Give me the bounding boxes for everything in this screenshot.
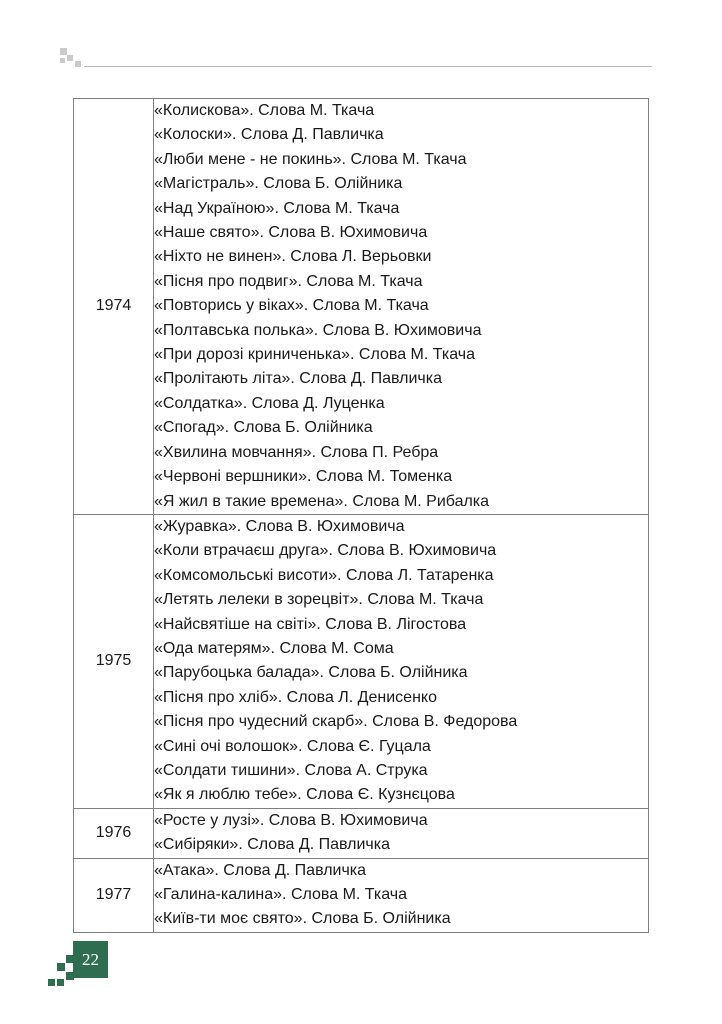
table-row: [74, 99, 649, 515]
song-entry: «Ода матерям». Слова М. Сома: [154, 639, 394, 657]
song-entry: «При дорозі криниченька». Слова М. Ткача: [154, 346, 475, 364]
song-entry: «Колоски». Слова Д. Павличка: [154, 126, 384, 144]
song-entry: «Сибіряки». Слова Д. Павличка: [154, 836, 390, 854]
song-entry: «Пісня про хліб». Слова Л. Денисенко: [154, 688, 437, 706]
song-entry: «Найсвятіше на світі». Слова В. Лігостова: [154, 615, 467, 633]
song-entry: «Коли втрачаєш друга». Слова В. Юхимовича: [154, 542, 497, 560]
table-row: [74, 858, 649, 932]
song-entry: «Полтавська полька». Слова В. Юхимовича: [154, 321, 482, 339]
song-entry: «Парубоцька балада». Слова Б. Олійника: [154, 664, 468, 682]
song-entry: «Пісня про подвиг». Слова М. Ткача: [154, 272, 423, 290]
header-decoration: [60, 48, 84, 68]
song-entry: «Київ-ти моє свято». Слова Б. Олійника: [154, 910, 451, 928]
year-cell: 1977: [74, 858, 154, 932]
song-entry: «Наше свято». Слова В. Юхимовича: [154, 224, 428, 242]
song-entry: «Журавка». Слова В. Юхимовича: [154, 517, 405, 535]
song-entry: «Пісня про чудесний скарб». Слова В. Федорова: [154, 713, 518, 731]
table-row: [74, 514, 649, 808]
song-entry: «Пролітають літа». Слова Д. Павличка: [154, 370, 443, 388]
year-cell: 1975: [74, 514, 154, 808]
year-cell: 1974: [74, 99, 154, 515]
page-number: 22: [73, 941, 108, 978]
song-entry: «Хвилина мовчання». Слова П. Ребра: [154, 443, 439, 461]
song-entry: «Спогад». Слова Б. Олійника: [154, 419, 373, 437]
song-entry: «Колискова». Слова М. Ткача: [154, 102, 375, 119]
works-table-body: [74, 99, 649, 933]
songs-cell: [154, 858, 649, 932]
song-entry: «Як я люблю тебе». Слова Є. Кузнєцова: [154, 786, 455, 804]
song-entry: «Солдати тишини». Слова А. Струка: [154, 761, 428, 779]
song-entry: «Сині очі волошок». Слова Є. Гуцала: [154, 737, 431, 755]
song-entry: «Летять лелеки в зорецвіт». Слова М. Ткача: [154, 591, 484, 609]
song-entry: «Повторись у віках». Слова М. Ткача: [154, 297, 429, 315]
song-entry: «Ніхто не винен». Слова Л. Верьовки: [154, 248, 432, 266]
song-entry: «Червоні вершники». Слова М. Томенка: [154, 468, 453, 486]
table-row: [74, 808, 649, 858]
song-entry: «Атака». Слова Д. Павличка: [154, 861, 367, 879]
song-entry: «Солдатка». Слова Д. Луценка: [154, 394, 385, 412]
songs-cell: [154, 99, 649, 515]
year-cell: 1976: [74, 808, 154, 858]
songs-cell: [154, 514, 649, 808]
song-entry: «Комсомольські висоти». Слова Л. Татаренка: [154, 566, 494, 584]
song-entry: «Я жил в такие времена». Слова М. Рибалка: [154, 492, 490, 510]
song-entry: «Галина-калина». Слова М. Ткача: [154, 886, 407, 903]
works-table: [73, 98, 649, 933]
song-entry: «Над Україною». Слова М. Ткача: [154, 199, 400, 217]
songs-cell: [154, 808, 649, 858]
song-entry: «Магістраль». Слова Б. Олійника: [154, 175, 403, 193]
footer-decoration: [48, 955, 74, 987]
song-entry: «Росте у лузі». Слова В. Юхимовича: [154, 811, 428, 829]
song-entry: «Люби мене - не покинь». Слова М. Ткача: [154, 150, 467, 168]
header-rule: [84, 66, 652, 67]
